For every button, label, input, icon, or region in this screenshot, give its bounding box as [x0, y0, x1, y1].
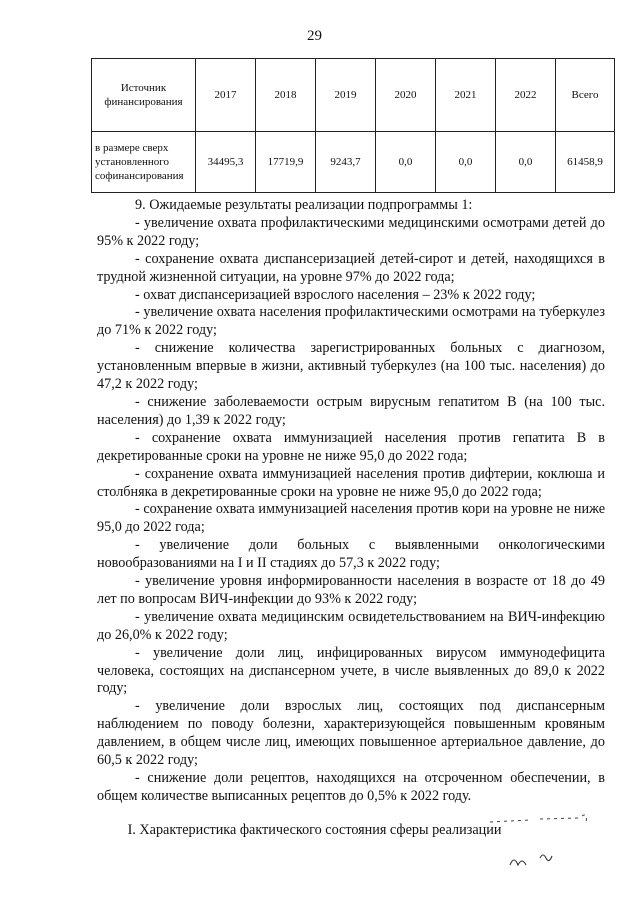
list-item: - сохранение охвата диспансеризацией детей-сирот и детей, находящихся в трудной жизненной ситуации, на уровне 97% до 2022 года; — [97, 250, 605, 285]
table-header-cell: 2017 — [196, 59, 256, 132]
table-cell: 9243,7 — [316, 132, 376, 193]
list-item: - увеличение уровня информированности населения в возрасте от 18 до 49 лет по вопросам ВИЧ-инфекции до 93% к 2022 году; — [97, 573, 605, 607]
table-header-cell: 2019 — [316, 59, 376, 132]
table-cell: 0,0 — [436, 132, 496, 193]
table-header-cell: Источник финансирования — [92, 59, 196, 132]
list-item: - увеличение доли взрослых лиц, состоящих под диспансерным наблюдением по поводу болезни, характеризующейся повышенным кровяным давлением, в общем числе лиц, имеющих повышенное артериальное давление, до 60,5 к 2022 году; — [97, 698, 605, 769]
table-header-cell: 2022 — [496, 59, 556, 132]
list-item: - увеличение охвата профилактическими медицинскими осмотрами детей до 95% к 2022 году; — [97, 214, 605, 249]
list-item: - увеличение доли лиц, инфицированных вирусом иммунодефицита человека, состоящих на диспансерном учете, в числе выявленных до 89,0 к 2022 году; — [97, 644, 605, 697]
table-cell: в размере сверх установленного софинансирования — [92, 132, 196, 193]
list-item: - снижение количества зарегистрированных больных с диагнозом, установленным впервые в жизни, активный туберкулез (на 100 тыс. населения) до 47,2 к 2022 году; — [97, 340, 605, 393]
list-item: - охват диспансеризацией взрослого населения – 23% к 2022 году; — [135, 286, 536, 303]
page-number: 29 — [307, 28, 322, 44]
results-section — [97, 197, 605, 806]
list-item: - сохранение охвата иммунизацией населения против кори на уровне не ниже 95,0 до 2022 года; — [97, 501, 605, 536]
list-item: - сохранение охвата иммунизацией населения против дифтерии, коклюша и столбняка в декретированные сроки на уровне не ниже 95,0 до 2022 года; — [97, 465, 605, 500]
table-header-cell: Всего — [556, 59, 615, 132]
section-title: I. Характеристика фактического состояния сферы реализации — [127, 822, 502, 838]
list-item: - снижение доли рецептов, находящихся на отсроченном обеспечении, в общем количестве выписанных рецептов до 0,5% к 2022 году. — [97, 770, 605, 804]
list-item: - увеличение доли больных с выявленными онкологическими новообразованиями на I и II стадиях до 57,3 к 2022 году; — [97, 537, 605, 572]
table-cell: 34495,3 — [196, 132, 256, 193]
handwritten-mark — [470, 810, 610, 880]
list-item: - снижение заболеваемости острым вирусным гепатитом В (на 100 тыс. населения) до 1,39 к 2022 году; — [97, 393, 605, 428]
table-cell: 0,0 — [376, 132, 436, 193]
list-item: - сохранение охвата иммунизацией населения против гепатита В в декретированные сроки на уровне не ниже 95,0 до 2022 года; — [97, 429, 605, 464]
table-row — [92, 132, 615, 193]
table-cell: 17719,9 — [256, 132, 316, 193]
financing-table — [91, 58, 615, 193]
results-heading: 9. Ожидаемые результаты реализации подпрограммы 1: — [135, 197, 473, 213]
list-item: - увеличение охвата населения профилактическими осмотрами на туберкулез до 71% к 2022 году; — [97, 304, 605, 339]
list-item: - увеличение охвата медицинским освидетельствованием на ВИЧ-инфекцию до 26,0% к 2022 году; — [97, 608, 605, 643]
table-cell: 0,0 — [496, 132, 556, 193]
table-cell: 61458,9 — [556, 132, 615, 193]
table-header-cell: 2018 — [256, 59, 316, 132]
table-header-row — [92, 59, 615, 132]
table-header-cell: 2020 — [376, 59, 436, 132]
table-header-cell: 2021 — [436, 59, 496, 132]
